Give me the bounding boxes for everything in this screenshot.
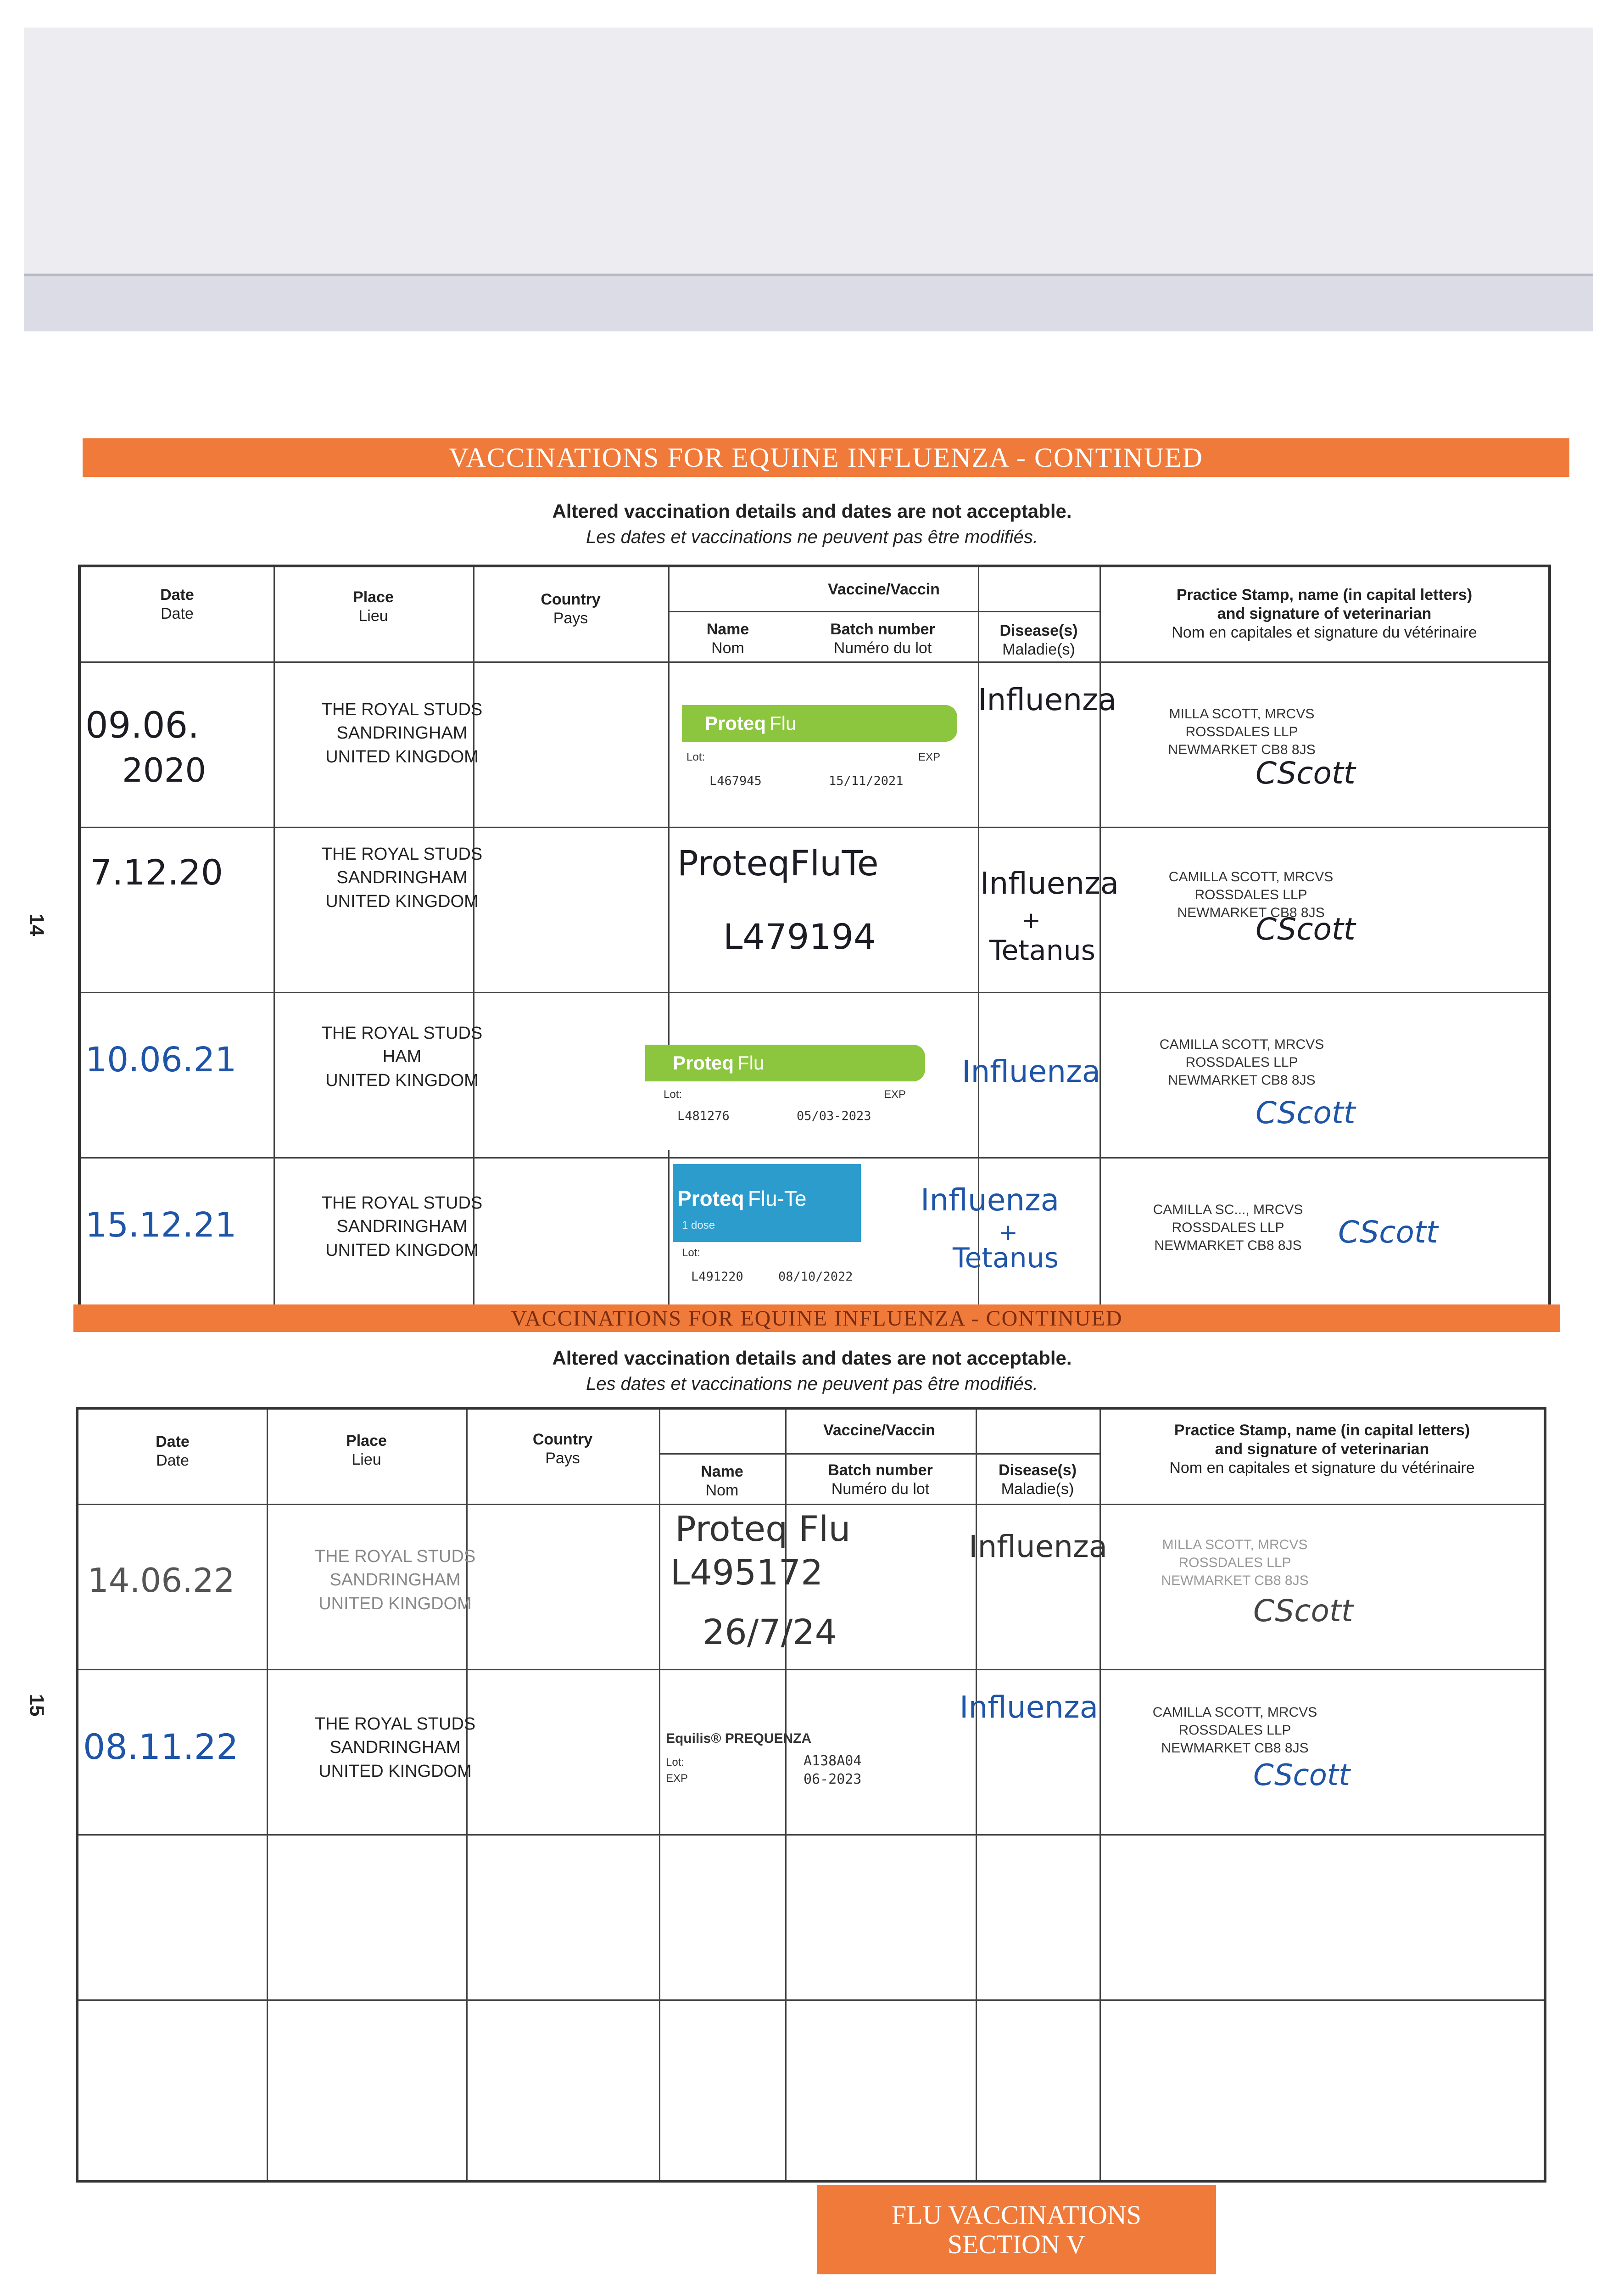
brand-name: Proteq: [677, 1187, 744, 1210]
notice-en: Altered vaccination details and dates are not acceptable.: [552, 1347, 1072, 1369]
row5-signature: CScott: [1253, 1593, 1353, 1629]
header-date: [81, 586, 273, 623]
row4-place: [273, 1192, 530, 1262]
header-name: [668, 620, 787, 658]
stamp-line2: ROSSDALES LLP: [1178, 1555, 1291, 1570]
header-place-en: Place: [346, 1432, 387, 1450]
row1-exp: 15/11/2021: [829, 774, 904, 788]
stamp-line3: NEWMARKET CB8 8JS: [1154, 1238, 1302, 1253]
header-batch-fr: Numéro du lot: [833, 639, 932, 657]
lot-label: Lot:: [664, 1088, 682, 1101]
place-line3: UNITED KINGDOM: [325, 1240, 479, 1260]
footer-line1: FLU VACCINATIONS: [891, 2200, 1142, 2230]
stamp-line3: NEWMARKET CB8 8JS: [1161, 1741, 1309, 1756]
exp-label: EXP: [884, 1088, 906, 1101]
header-country: [473, 590, 668, 628]
stamp-line3: NEWMARKET CB8 8JS: [1168, 742, 1316, 757]
brand-suffix: Flu-Te: [748, 1187, 807, 1210]
page-divider-band: [24, 276, 1593, 331]
header-batch: [785, 1461, 976, 1499]
row-divider: [78, 1834, 1544, 1836]
header-place-fr: Lieu: [358, 607, 388, 625]
place-line3: UNITED KINGDOM: [318, 1594, 472, 1613]
place-line3: UNITED KINGDOM: [325, 891, 479, 911]
row1-brand: [682, 705, 957, 742]
row6-date: 08.11.22: [83, 1726, 239, 1767]
header-disease: [976, 1461, 1099, 1499]
row-divider: [81, 827, 1548, 828]
header-practice-2: and signature of veterinarian: [1215, 1440, 1429, 1458]
row2-place: [273, 843, 530, 913]
header-name-fr: Nom: [705, 1481, 739, 1499]
stamp-line1: CAMILLA SCOTT, MRCVS: [1159, 1037, 1324, 1052]
header-date-en: Date: [156, 1433, 190, 1450]
row1-date: 09.06.: [85, 705, 200, 746]
section-footer: [817, 2185, 1216, 2274]
vaccination-table-page-14: [78, 565, 1551, 1313]
header-batch-en: Batch number: [830, 621, 935, 638]
header-practice: [1099, 586, 1549, 642]
place-line1: THE ROYAL STUDS: [321, 1193, 483, 1213]
header-practice: [1099, 1421, 1545, 1477]
place-line1: THE ROYAL STUDS: [321, 700, 483, 719]
place-line2: SANDRINGHAM: [329, 1570, 461, 1590]
row5-disease: Influenza: [969, 1529, 1108, 1564]
row4-disease-2: Tetanus: [953, 1242, 1059, 1274]
row6-stamp: [1097, 1703, 1373, 1757]
header-disease-en: Disease(s): [998, 1461, 1077, 1479]
place-line3: UNITED KINGDOM: [325, 747, 479, 767]
stamp-line1: MILLA SCOTT, MRCVS: [1162, 1537, 1308, 1552]
place-line1: THE ROYAL STUDS: [321, 845, 483, 864]
row2-date: 7.12.20: [90, 852, 223, 893]
previous-page-area: [24, 28, 1593, 275]
brand-suffix: Flu: [770, 712, 797, 734]
row-divider: [668, 611, 1099, 612]
place-line2: SANDRINGHAM: [336, 723, 468, 743]
notice: [0, 500, 1624, 548]
row2-disease-plus: +: [1021, 907, 1041, 934]
row6-signature: CScott: [1253, 1758, 1351, 1792]
stamp-line1: MILLA SCOTT, MRCVS: [1169, 706, 1315, 722]
page-number: 14: [25, 913, 48, 936]
row3-vaccine-label: [645, 1045, 930, 1150]
section-banner-faint: VACCINATIONS FOR EQUINE INFLUENZA - CONTINUED: [73, 1304, 1560, 1332]
col-divider: [1099, 1410, 1101, 2180]
header-practice-fr: Nom en capitales et signature du vétérinaire: [1172, 623, 1477, 641]
row3-signature: CScott: [1256, 1095, 1356, 1131]
header-place: [273, 588, 473, 626]
row-divider: [78, 1504, 1544, 1505]
stamp-line2: ROSSDALES LLP: [1185, 724, 1298, 739]
row4-stamp: [1113, 1201, 1343, 1254]
col-divider: [1099, 567, 1101, 1310]
header-date: [78, 1433, 267, 1470]
row1-disease: Influenza: [978, 682, 1117, 717]
place-line1: THE ROYAL STUDS: [314, 1714, 476, 1734]
lot-label: Lot:: [686, 751, 705, 763]
brand-suffix: Flu: [737, 1052, 765, 1074]
header-country-fr: Pays: [553, 609, 588, 627]
row6-brand: Equilis® PREQUENZA: [666, 1731, 812, 1746]
col-divider: [466, 1410, 468, 2180]
stamp-line3: NEWMARKET CB8 8JS: [1177, 905, 1325, 920]
row-divider: [81, 992, 1548, 993]
stamp-line2: ROSSDALES LLP: [1185, 1055, 1298, 1070]
row-divider: [78, 1669, 1544, 1670]
row6-lot: A138A04: [804, 1753, 862, 1769]
col-divider: [659, 1410, 660, 2180]
row3-brand: [645, 1045, 925, 1081]
row4-vaccine-label: [673, 1164, 948, 1297]
lot-label: Lot:: [666, 1756, 685, 1769]
row4-exp: 08/10/2022: [778, 1270, 853, 1284]
col-divider: [668, 567, 670, 1310]
header-name-en: Name: [701, 1463, 743, 1480]
row4-dose: 1 dose: [682, 1219, 715, 1231]
row1-vaccine-label: [682, 705, 962, 815]
stamp-line1: CAMILLA SC..., MRCVS: [1153, 1202, 1303, 1217]
row5-name: Proteq Flu: [675, 1508, 851, 1549]
header-place: [267, 1432, 466, 1469]
row1-lot: L467945: [709, 774, 762, 788]
brand-name: Proteq: [705, 712, 766, 734]
header-date-fr: Date: [161, 605, 194, 622]
header-name-en: Name: [706, 621, 749, 638]
header-practice-1: Practice Stamp, name (in capital letters): [1176, 586, 1473, 604]
row4-signature: CScott: [1338, 1215, 1438, 1250]
row1-stamp: [1104, 705, 1379, 759]
stamp-line2: ROSSDALES LLP: [1194, 887, 1307, 902]
notice-en: Altered vaccination details and dates are not acceptable.: [552, 500, 1072, 522]
row3-exp: 05/03-2023: [797, 1109, 871, 1123]
row5-date: 14.06.22: [88, 1561, 235, 1600]
row2-disease: Influenza: [980, 866, 1119, 901]
row6-place: [267, 1713, 524, 1783]
page-number: 15: [25, 1694, 48, 1717]
stamp-line1: CAMILLA SCOTT, MRCVS: [1152, 1705, 1317, 1720]
header-practice-fr: Nom en capitales et signature du vétérinaire: [1169, 1459, 1475, 1477]
header-name: [659, 1462, 785, 1500]
place-line2: SANDRINGHAM: [336, 868, 468, 888]
header-country: [466, 1430, 659, 1468]
row4-lot: L491220: [691, 1270, 743, 1284]
row3-disease: Influenza: [962, 1054, 1101, 1089]
header-batch: [787, 620, 978, 658]
header-batch-en: Batch number: [828, 1461, 933, 1479]
section-banner: VACCINATIONS FOR EQUINE INFLUENZA - CONTINUED: [83, 438, 1569, 477]
place-line3: UNITED KINGDOM: [318, 1761, 472, 1781]
row2-signature: CScott: [1256, 912, 1356, 947]
stamp-line2: ROSSDALES LLP: [1178, 1723, 1291, 1738]
header-country-fr: Pays: [545, 1449, 580, 1467]
notice-fr: Les dates et vaccinations ne peuvent pas être modifiés.: [586, 1374, 1038, 1394]
row4-brand: [677, 1182, 807, 1215]
col-divider: [267, 1410, 268, 2180]
header-disease-fr: Maladie(s): [1001, 1480, 1074, 1498]
notice-page-15: [0, 1347, 1624, 1394]
row-divider: [81, 1157, 1548, 1159]
row3-date: 10.06.21: [85, 1040, 237, 1080]
vaccination-table-page-15: [76, 1407, 1546, 2183]
row4-disease: Influenza: [921, 1182, 1060, 1218]
row-divider: [659, 1453, 1099, 1455]
header-disease-en: Disease(s): [999, 622, 1078, 639]
brand-name: Proteq: [673, 1052, 734, 1074]
header-practice-1: Practice Stamp, name (in capital letters): [1174, 1422, 1470, 1439]
place-line3: UNITED KINGDOM: [325, 1070, 479, 1090]
header-place-en: Place: [353, 588, 394, 606]
place-line1: THE ROYAL STUDS: [321, 1024, 483, 1043]
place-line2: HAM: [382, 1047, 422, 1067]
place-line2: SANDRINGHAM: [336, 1217, 468, 1237]
footer-line2: SECTION V: [947, 2229, 1086, 2259]
exp-label: EXP: [666, 1772, 688, 1785]
header-batch-fr: Numéro du lot: [831, 1480, 930, 1498]
row2-disease-2: Tetanus: [989, 935, 1095, 967]
header-date-fr: Date: [156, 1451, 189, 1469]
header-country-en: Country: [532, 1431, 593, 1448]
row6-exp: 06-2023: [804, 1771, 862, 1787]
row3-stamp: [1104, 1036, 1379, 1089]
stamp-line3: NEWMARKET CB8 8JS: [1161, 1573, 1309, 1588]
header-date-en: Date: [160, 586, 194, 604]
row1-date-year: 2020: [122, 751, 206, 789]
row6-disease: Influenza: [960, 1690, 1099, 1725]
row-divider: [81, 661, 1548, 663]
row3-lot: L481276: [677, 1109, 730, 1123]
row5-place: [267, 1545, 524, 1616]
header-disease-fr: Maladie(s): [1002, 640, 1075, 658]
row4-disease-plus: +: [999, 1219, 1018, 1246]
row2-name: ProteqFluTe: [677, 843, 879, 884]
header-vaccine: Vaccine/Vaccin: [823, 1422, 935, 1439]
header-country-en: Country: [541, 591, 601, 608]
row4-date: 15.12.21: [85, 1205, 237, 1245]
row5-batch: L495172: [670, 1552, 823, 1593]
exp-label: EXP: [918, 751, 941, 763]
row5-stamp: [1106, 1536, 1363, 1590]
row2-batch: L479194: [723, 916, 876, 957]
header-disease: [978, 621, 1099, 659]
stamp-line3: NEWMARKET CB8 8JS: [1168, 1073, 1316, 1088]
row5-batch-exp: 26/7/24: [703, 1612, 837, 1652]
row1-signature: CScott: [1256, 756, 1356, 791]
col-divider: [976, 1410, 977, 2180]
row1-place: [273, 698, 530, 769]
lot-label: Lot:: [682, 1247, 701, 1259]
header-vaccine: Vaccine/Vaccin: [828, 581, 940, 598]
row3-place: [273, 1022, 530, 1092]
place-line2: SANDRINGHAM: [329, 1738, 461, 1758]
stamp-line1: CAMILLA SCOTT, MRCVS: [1168, 869, 1334, 884]
header-practice-2: and signature of veterinarian: [1217, 605, 1432, 622]
place-line1: THE ROYAL STUDS: [314, 1547, 476, 1566]
stamp-line2: ROSSDALES LLP: [1172, 1220, 1284, 1235]
header-place-fr: Lieu: [352, 1450, 381, 1468]
notice-fr: Les dates et vaccinations ne peuvent pas être modifiés.: [586, 527, 1038, 547]
row-divider: [78, 1999, 1544, 2001]
header-name-fr: Nom: [711, 639, 744, 657]
